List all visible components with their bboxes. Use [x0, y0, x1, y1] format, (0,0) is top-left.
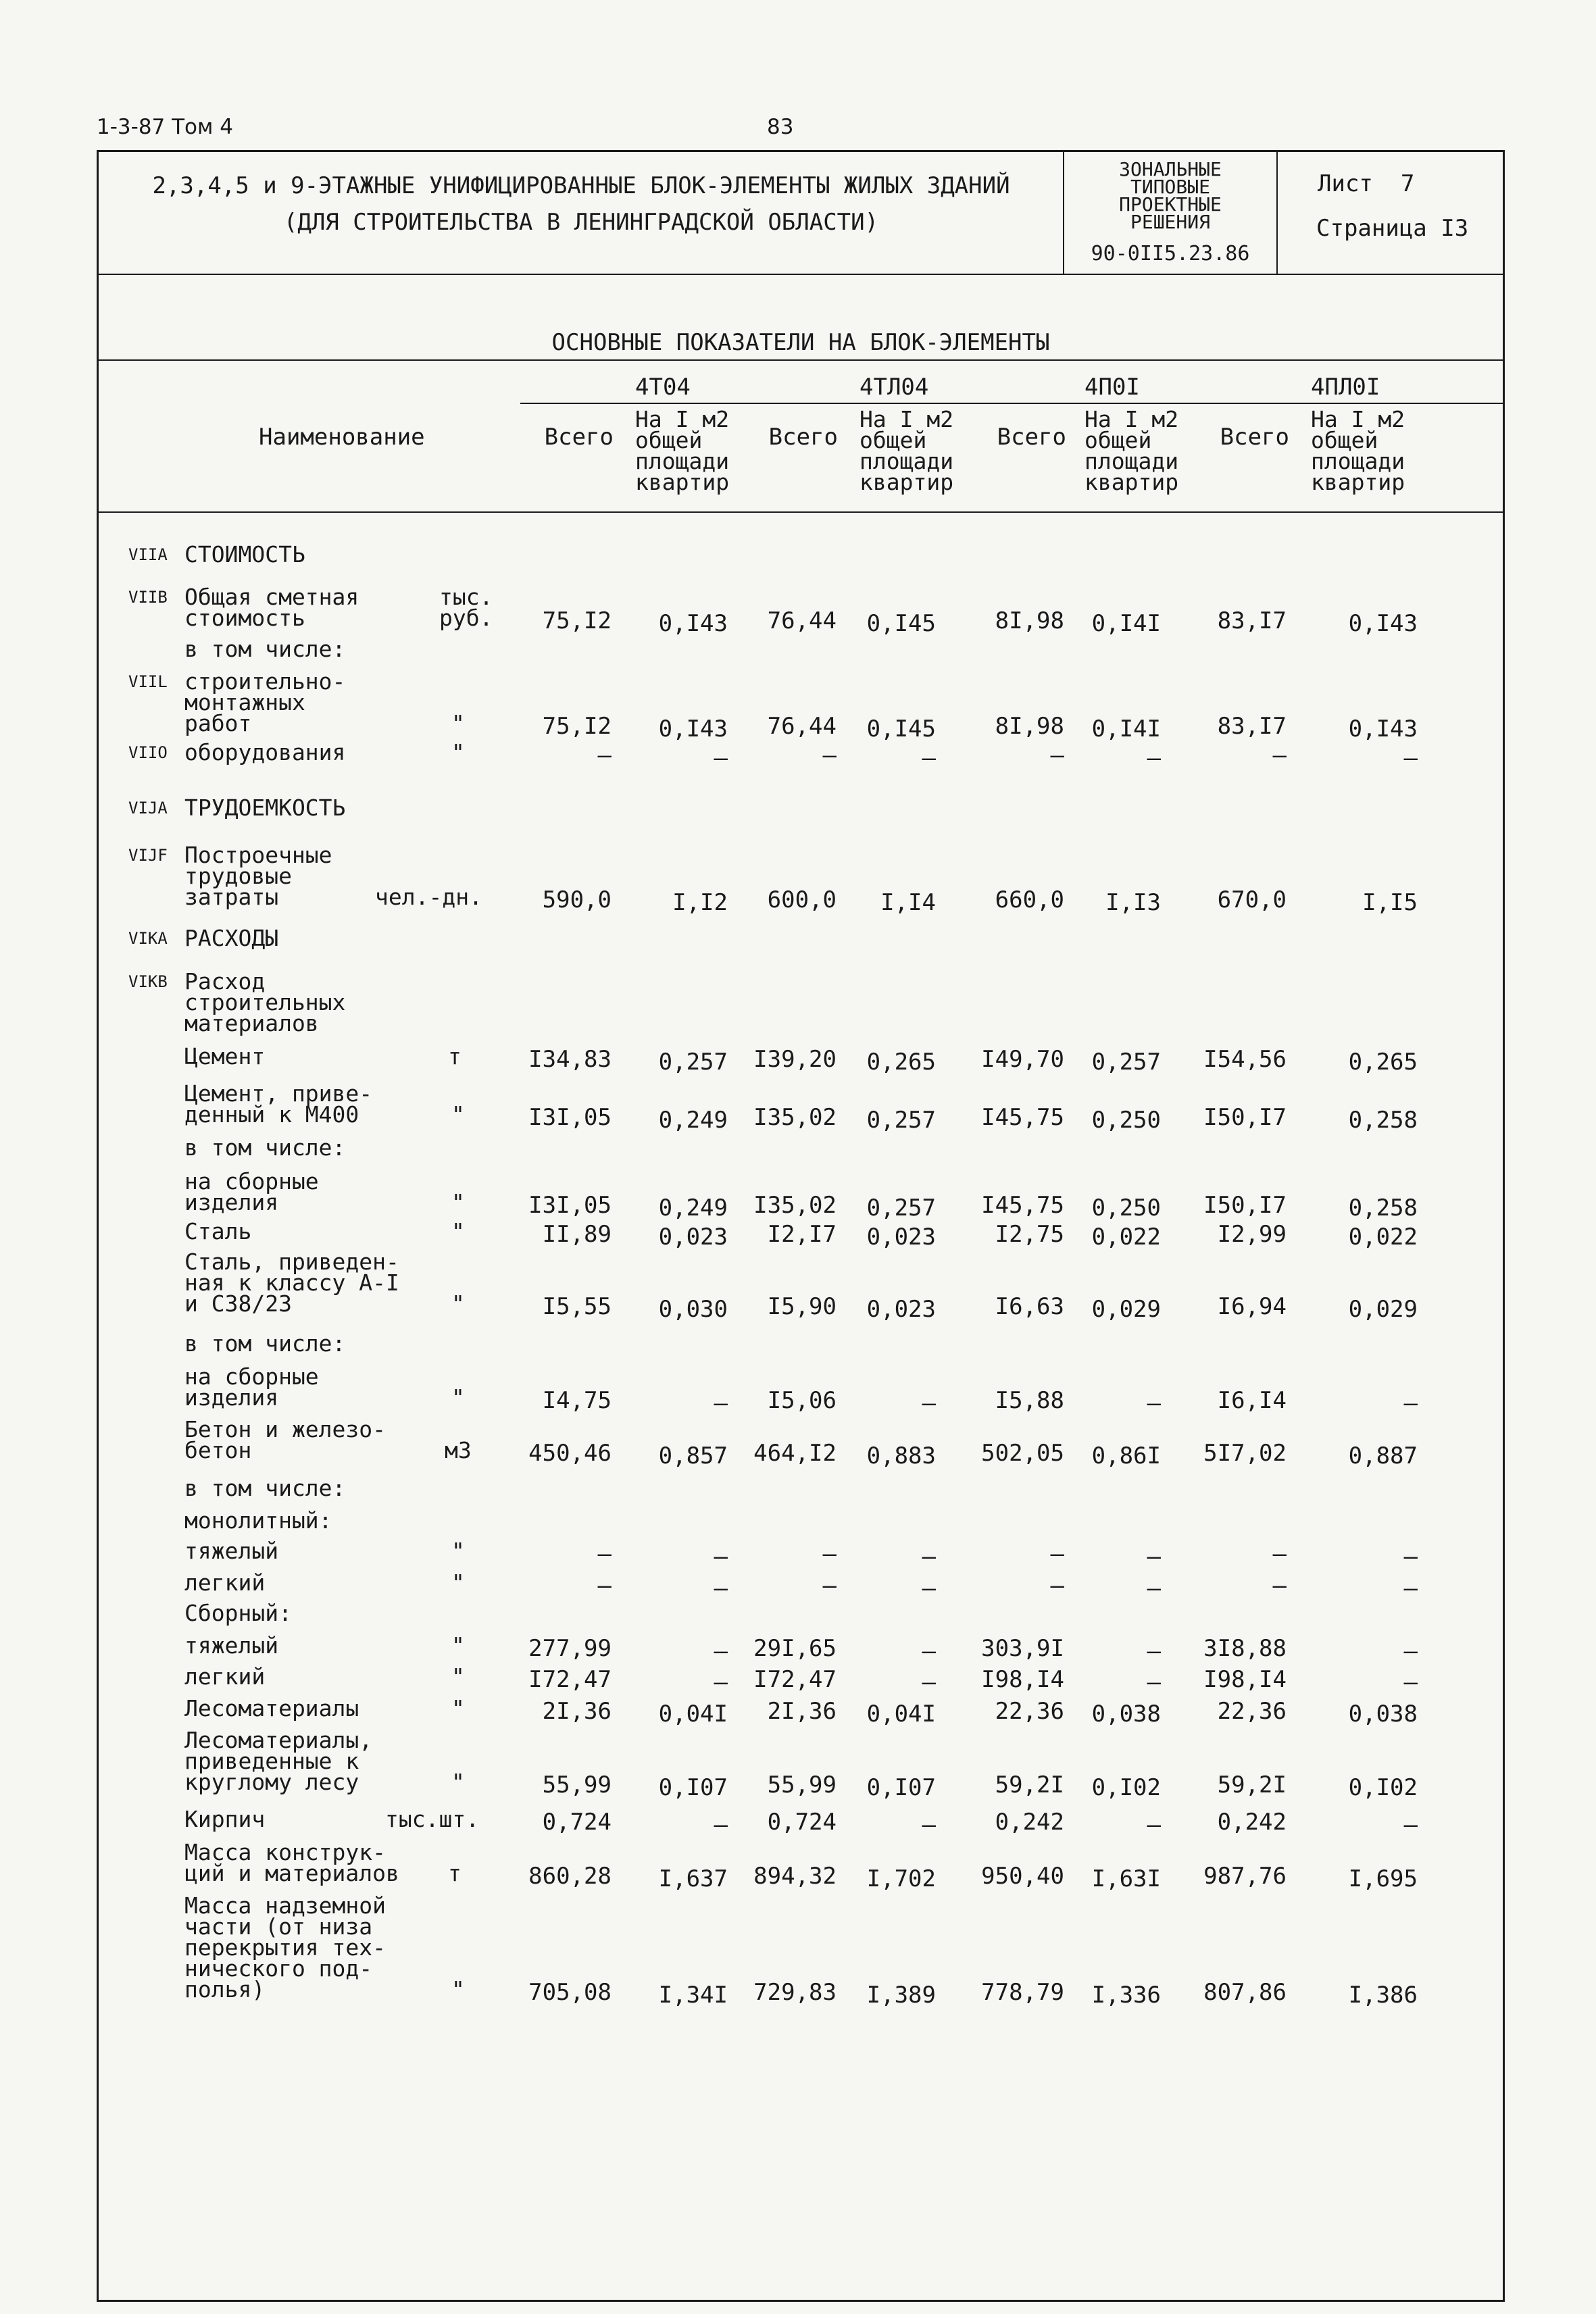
cell-per-m2: 0,257 [866, 1107, 936, 1134]
cell-total: 0,242 [1217, 1809, 1287, 1836]
cell-per-m2: 0,257 [1091, 1049, 1161, 1076]
header-total: Всего [997, 424, 1066, 451]
cell-per-m2: 0,023 [866, 1224, 936, 1251]
cell-per-m2: – [922, 1811, 936, 1838]
cell-total: I98,I4 [981, 1666, 1064, 1693]
cell-per-m2: 0,249 [658, 1107, 728, 1134]
cell-total: 8I,98 [995, 713, 1064, 740]
row-unit: " [451, 1290, 465, 1317]
cell-total: 807,86 [1203, 1979, 1287, 2006]
cell-total: 0,724 [542, 1809, 612, 1836]
cell-per-m2: 0,029 [1348, 1296, 1418, 1323]
cell-total: I2,75 [995, 1221, 1064, 1248]
row-code: VIJA [128, 799, 168, 818]
cell-per-m2: – [922, 1543, 936, 1570]
cell-total: 59,2I [1217, 1771, 1287, 1799]
cell-total: 590,0 [542, 886, 612, 913]
row-label: ТРУДОЕМКОСТЬ [184, 795, 346, 821]
cell-total: I72,47 [753, 1666, 837, 1693]
cell-total: I5,55 [542, 1293, 612, 1320]
divider [97, 359, 1505, 361]
cell-per-m2: I,34I [658, 1982, 728, 2009]
cell-total: 705,08 [528, 1979, 612, 2006]
row-label: в том числе: [184, 1475, 346, 1501]
cell-per-m2: 0,I45 [866, 610, 936, 637]
cell-total: 464,I2 [753, 1440, 837, 1467]
cell-total: 0,724 [767, 1809, 837, 1836]
cell-per-m2: – [714, 1543, 728, 1570]
cell-per-m2: – [1403, 1575, 1418, 1602]
cell-per-m2: – [1147, 745, 1161, 772]
cell-per-m2: 0,022 [1348, 1224, 1418, 1251]
cell-total: – [1272, 1572, 1287, 1599]
cell-total: I2,I7 [767, 1221, 837, 1248]
title-line-2: (ДЛЯ СТРОИТЕЛЬСТВА В ЛЕНИНГРАДСКОЙ ОБЛАСТИ) [283, 209, 879, 236]
cell-per-m2: – [1147, 1638, 1161, 1665]
cell-total: I35,02 [753, 1192, 837, 1219]
cell-total: I2,99 [1217, 1221, 1287, 1248]
divider [1276, 150, 1278, 274]
cell-total: 0,242 [995, 1809, 1064, 1836]
row-label: Цемент [184, 1043, 266, 1070]
cell-total: 55,99 [542, 1771, 612, 1799]
header-total: Всего [1220, 424, 1289, 451]
row-unit: " [451, 1538, 465, 1564]
row-unit: " [451, 1101, 465, 1128]
row-unit: " [451, 1769, 465, 1795]
cell-total: 75,I2 [542, 607, 612, 634]
header-per-m2: На I м2 общей площади квартир [635, 406, 730, 495]
row-label: монолитный: [184, 1507, 332, 1534]
cell-total: 29I,65 [753, 1635, 837, 1662]
row-unit: " [451, 739, 465, 765]
cell-per-m2: I,I5 [1362, 889, 1418, 916]
row-unit: " [451, 1218, 465, 1244]
cell-per-m2: 0,022 [1091, 1224, 1161, 1251]
header-group-label: 4П0I [1084, 374, 1140, 401]
row-unit: т [448, 1860, 462, 1886]
row-unit: " [451, 1569, 465, 1596]
cell-total: 22,36 [995, 1698, 1064, 1725]
cell-per-m2: – [1147, 1669, 1161, 1696]
cell-total: I49,70 [981, 1046, 1064, 1073]
row-label: Цемент, приве- денный к М400 [184, 1080, 373, 1128]
row-unit: " [451, 1695, 465, 1721]
cell-total: 660,0 [995, 886, 1064, 913]
row-label: Лесоматериалы, приведенные к круглому лесу [184, 1727, 373, 1795]
row-code: VIIL [128, 672, 168, 691]
cell-total: 729,83 [753, 1979, 837, 2006]
row-label: легкий [184, 1569, 266, 1596]
row-unit: м3 [445, 1437, 472, 1463]
row-label: РАСХОДЫ [184, 925, 279, 951]
row-unit: чел.-дн. [375, 884, 482, 910]
row-label: Сборный: [184, 1600, 292, 1626]
cell-per-m2: 0,250 [1091, 1194, 1161, 1222]
cell-total: I50,I7 [1203, 1104, 1287, 1131]
row-label: оборудования [184, 739, 346, 765]
cell-total: – [1050, 1572, 1064, 1599]
cell-per-m2: – [922, 1669, 936, 1696]
cell-total: 778,79 [981, 1979, 1064, 2006]
title-line-1: 2,3,4,5 и 9-ЭТАЖНЫЕ УНИФИЦИРОВАННЫЕ БЛОК-ЭЛЕМЕНТЫ ЖИЛЫХ ЗДАНИЙ [152, 172, 1010, 199]
cell-per-m2: 0,250 [1091, 1107, 1161, 1134]
divider [520, 403, 1505, 404]
cell-per-m2: 0,I43 [658, 715, 728, 743]
cell-total: – [1272, 742, 1287, 769]
header-group-label: 4ПЛ0I [1311, 374, 1380, 401]
cell-total: I5,06 [767, 1387, 837, 1414]
cell-per-m2: 0,258 [1348, 1194, 1418, 1222]
cell-total: 55,99 [767, 1771, 837, 1799]
cell-total: – [822, 1572, 837, 1599]
cell-per-m2: 0,I43 [1348, 715, 1418, 743]
cell-per-m2: – [922, 1390, 936, 1417]
cell-per-m2: 0,038 [1348, 1701, 1418, 1728]
cell-total: – [1272, 1540, 1287, 1567]
cell-per-m2: – [714, 1575, 728, 1602]
row-unit: тыс.шт. [385, 1806, 480, 1832]
cell-per-m2: – [714, 1669, 728, 1696]
cell-total: 8I,98 [995, 607, 1064, 634]
cell-total: I98,I4 [1203, 1666, 1287, 1693]
cell-total: 277,99 [528, 1635, 612, 1662]
cell-per-m2: – [714, 1638, 728, 1665]
cell-per-m2: 0,257 [866, 1194, 936, 1222]
header-total: Всего [768, 424, 838, 451]
cell-per-m2: – [922, 1638, 936, 1665]
cell-per-m2: – [1403, 1543, 1418, 1570]
cell-total: I54,56 [1203, 1046, 1287, 1073]
cell-total: 59,2I [995, 1771, 1064, 1799]
cell-per-m2: I,389 [866, 1982, 936, 2009]
cell-per-m2: – [1403, 1669, 1418, 1696]
cell-per-m2: 0,I02 [1348, 1774, 1418, 1801]
cell-total: 76,44 [767, 607, 837, 634]
cell-total: 450,46 [528, 1440, 612, 1467]
cell-per-m2: I,637 [658, 1865, 728, 1892]
cell-per-m2: 0,86I [1091, 1442, 1161, 1469]
cell-total: I45,75 [981, 1104, 1064, 1131]
cell-total: 894,32 [753, 1863, 837, 1890]
cell-total: 3I8,88 [1203, 1635, 1287, 1662]
cell-per-m2: 0,04I [866, 1701, 936, 1728]
row-label: Построечные трудовые затраты [184, 842, 332, 910]
row-label: Лесоматериалы [184, 1695, 359, 1721]
row-label: Масса конструк- ций и материалов [184, 1839, 399, 1886]
row-unit: " [451, 1632, 465, 1659]
cell-per-m2: – [1403, 1390, 1418, 1417]
cell-total: II,89 [542, 1221, 612, 1248]
cell-total: 860,28 [528, 1863, 612, 1890]
row-unit: т [448, 1043, 462, 1070]
cell-per-m2: 0,265 [866, 1049, 936, 1076]
row-label: легкий [184, 1663, 266, 1690]
cell-total: – [597, 1540, 612, 1567]
cell-per-m2: 0,029 [1091, 1296, 1161, 1323]
cell-total: I50,I7 [1203, 1192, 1287, 1219]
row-label: Общая сметная стоимость [184, 584, 359, 631]
row-label: Масса надземной части (от низа перекрытия тех- нического под- полья) [184, 1892, 386, 2003]
cell-per-m2: I,336 [1091, 1982, 1161, 2009]
cell-per-m2: I,386 [1348, 1982, 1418, 2009]
row-label: Бетон и железо- бетон [184, 1416, 386, 1463]
cell-per-m2: – [1403, 745, 1418, 772]
divider [1063, 150, 1064, 274]
row-unit: " [451, 1189, 465, 1215]
row-label: тяжелый [184, 1632, 279, 1659]
page-label: Страница I3 [1316, 215, 1469, 242]
cell-per-m2: – [922, 745, 936, 772]
page-number: 83 [767, 115, 794, 139]
document-title [101, 174, 1061, 234]
cell-per-m2: – [714, 745, 728, 772]
row-label: на сборные изделия [184, 1363, 319, 1411]
cell-per-m2: – [714, 1811, 728, 1838]
cell-per-m2: 0,I4I [1091, 610, 1161, 637]
cell-total: I39,20 [753, 1046, 837, 1073]
cell-per-m2: 0,I45 [866, 715, 936, 743]
cell-per-m2: 0,04I [658, 1701, 728, 1728]
cell-total: I5,88 [995, 1387, 1064, 1414]
cell-total: – [597, 1572, 612, 1599]
cell-per-m2: 0,249 [658, 1194, 728, 1222]
cell-per-m2: 0,023 [658, 1224, 728, 1251]
cell-per-m2: I,63I [1091, 1865, 1161, 1892]
row-label: Расход строительных материалов [184, 968, 346, 1036]
row-unit: " [451, 1976, 465, 2003]
row-unit: тыс. руб. [439, 584, 493, 631]
cell-total: 22,36 [1217, 1698, 1287, 1725]
cell-total: 83,I7 [1217, 713, 1287, 740]
cell-per-m2: I,I3 [1105, 889, 1161, 916]
cell-total: 5I7,02 [1203, 1440, 1287, 1467]
table-title: ОСНОВНЫЕ ПОКАЗАТЕЛИ НА БЛОК-ЭЛЕМЕНТЫ [551, 329, 1050, 356]
row-unit: " [451, 1663, 465, 1690]
cell-total: – [822, 1540, 837, 1567]
zonal-label: ЗОНАЛЬНЫЕ ТИПОВЫЕ ПРОЕКТНЫЕ РЕШЕНИЯ [1119, 158, 1222, 233]
row-label: Сталь, приведен- ная к классу А-I и С38/23 [184, 1249, 399, 1317]
cell-total: – [822, 742, 837, 769]
cell-per-m2: I,I4 [880, 889, 936, 916]
cell-per-m2: 0,I43 [658, 610, 728, 637]
cell-per-m2: I,695 [1348, 1865, 1418, 1892]
cell-per-m2: 0,258 [1348, 1107, 1418, 1134]
cell-total: 2I,36 [542, 1698, 612, 1725]
cell-per-m2: – [1403, 1811, 1418, 1838]
cell-total: I3I,05 [528, 1104, 612, 1131]
cell-per-m2: 0,I02 [1091, 1774, 1161, 1801]
doc-ref: 1-3-87 Том 4 [97, 115, 233, 139]
cell-total: 75,I2 [542, 713, 612, 740]
cell-total: – [1050, 1540, 1064, 1567]
cell-total: 987,76 [1203, 1863, 1287, 1890]
cell-per-m2: 0,I07 [866, 1774, 936, 1801]
cell-total: – [1050, 742, 1064, 769]
cell-per-m2: 0,I4I [1091, 715, 1161, 743]
cell-per-m2: 0,265 [1348, 1049, 1418, 1076]
cell-total: I4,75 [542, 1387, 612, 1414]
cell-per-m2: – [1147, 1543, 1161, 1570]
row-label: строительно- монтажных работ [184, 668, 346, 736]
cell-per-m2: 0,038 [1091, 1701, 1161, 1728]
project-code: 90-0II5.23.86 [1091, 242, 1250, 266]
cell-per-m2: – [1403, 1638, 1418, 1665]
divider [97, 274, 1505, 275]
row-label: СТОИМОСТЬ [184, 541, 305, 568]
cell-per-m2: I,702 [866, 1865, 936, 1892]
cell-per-m2: 0,I43 [1348, 610, 1418, 637]
row-code: VIIA [128, 545, 168, 564]
cell-per-m2: – [1147, 1575, 1161, 1602]
cell-total: I6,I4 [1217, 1387, 1287, 1414]
cell-total: 83,I7 [1217, 607, 1287, 634]
cell-per-m2: – [714, 1390, 728, 1417]
cell-total: 600,0 [767, 886, 837, 913]
cell-total: 76,44 [767, 713, 837, 740]
row-code: VIKB [128, 972, 168, 991]
row-unit: " [451, 1384, 465, 1411]
cell-per-m2: 0,023 [866, 1296, 936, 1323]
cell-total: 670,0 [1217, 886, 1287, 913]
cell-total: I35,02 [753, 1104, 837, 1131]
row-label: в том числе: [184, 636, 346, 662]
cell-per-m2: I,I2 [672, 889, 728, 916]
row-code: VIJF [128, 846, 168, 865]
row-label: на сборные изделия [184, 1168, 319, 1215]
row-label: Сталь [184, 1218, 252, 1244]
sheet-label: Лист 7 [1318, 170, 1415, 197]
cell-per-m2: – [922, 1575, 936, 1602]
cell-total: I72,47 [528, 1666, 612, 1693]
row-label: Кирпич [184, 1806, 266, 1832]
cell-total: I6,94 [1217, 1293, 1287, 1320]
row-code: VIKA [128, 929, 168, 948]
cell-per-m2: 0,I07 [658, 1774, 728, 1801]
cell-total: I34,83 [528, 1046, 612, 1073]
cell-total: 502,05 [981, 1440, 1064, 1467]
header-group-label: 4ТЛ04 [859, 374, 929, 401]
cell-per-m2: 0,257 [658, 1049, 728, 1076]
row-label: в том числе: [184, 1330, 346, 1357]
cell-per-m2: – [1147, 1390, 1161, 1417]
cell-total: I3I,05 [528, 1192, 612, 1219]
row-unit: " [451, 710, 465, 736]
cell-total: – [597, 742, 612, 769]
cell-per-m2: 0,857 [658, 1442, 728, 1469]
cell-per-m2: – [1147, 1811, 1161, 1838]
row-code: VIIO [128, 743, 168, 762]
header-per-m2: На I м2 общей площади квартир [1311, 406, 1405, 495]
divider [97, 511, 1505, 513]
cell-total: I6,63 [995, 1293, 1064, 1320]
header-per-m2: На I м2 общей площади квартир [1084, 406, 1179, 495]
cell-total: I5,90 [767, 1293, 837, 1320]
cell-total: I45,75 [981, 1192, 1064, 1219]
cell-total: 303,9I [981, 1635, 1064, 1662]
header-name: Наименование [259, 424, 425, 451]
row-code: VIIB [128, 588, 168, 607]
cell-per-m2: 0,883 [866, 1442, 936, 1469]
row-label: тяжелый [184, 1538, 279, 1564]
cell-total: 950,40 [981, 1863, 1064, 1890]
cell-per-m2: 0,887 [1348, 1442, 1418, 1469]
cell-per-m2: 0,030 [658, 1296, 728, 1323]
header-total: Всего [544, 424, 614, 451]
header-group-label: 4Т04 [635, 374, 691, 401]
header-per-m2: На I м2 общей площади квартир [859, 406, 954, 495]
cell-total: 2I,36 [767, 1698, 837, 1725]
row-label: в том числе: [184, 1134, 346, 1161]
